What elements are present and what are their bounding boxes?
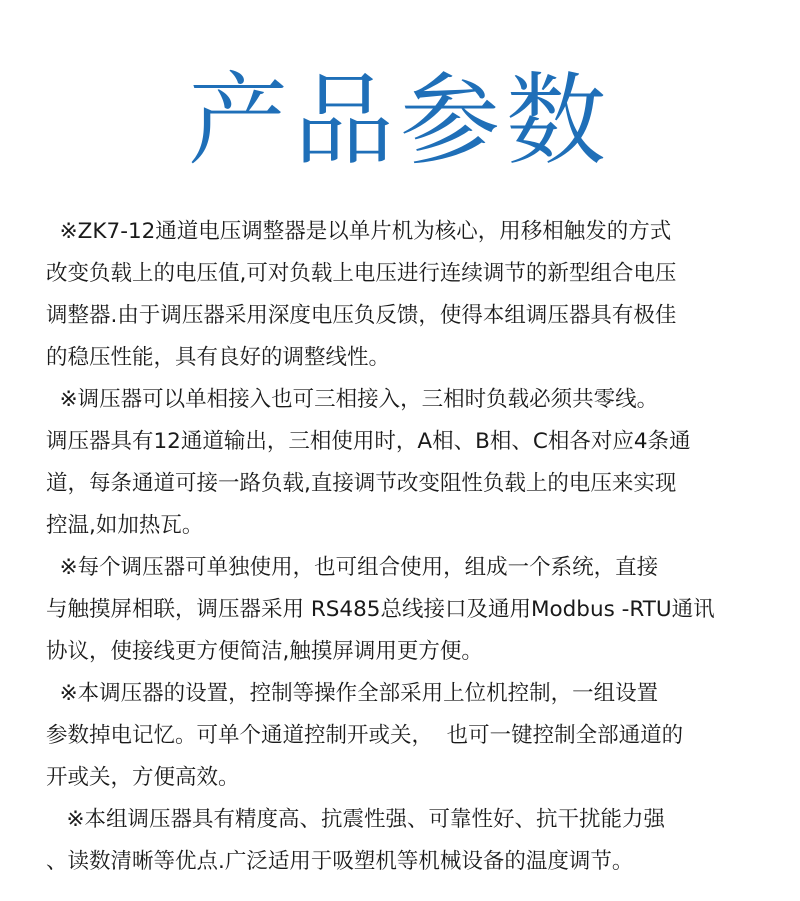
text-line: 的稳压性能，具有良好的调整线性。: [46, 345, 391, 370]
text-line: 调压器具有12通道输出，三相使用时，A相、B相、C相各对应4条通: [46, 429, 691, 454]
text-line: 、读数清晰等优点.广泛适用于吸塑机等机械设备的温度调节。: [46, 849, 634, 874]
text-line: ※本组调压器具有精度高、抗震性强、可靠性好、抗干扰能力强: [46, 807, 666, 832]
paragraph-overview: [46, 216, 758, 373]
text-line: 道，每条通道可接一路负载,直接调节改变阻性负载上的电压来实现: [46, 471, 677, 496]
description-body: [46, 216, 758, 888]
paragraph-wiring: [46, 384, 758, 541]
text-line: ※调压器可以单相接入也可三相接入，三相时负载必须共零线。: [46, 387, 659, 412]
text-line: 调整器.由于调压器采用深度电压负反馈，使得本组调压器具有极佳: [46, 303, 677, 328]
paragraph-features: [46, 804, 758, 877]
text-line: 参数掉电记忆。可单个通道控制开或关， 也可一键控制全部通道的: [46, 723, 684, 748]
text-line: ※ZK7-12通道电压调整器是以单片机为核心，用移相触发的方式: [46, 219, 672, 244]
paragraph-control: [46, 678, 758, 793]
text-line: 开或关，方便高效。: [46, 765, 240, 790]
page-title: 产品参数: [188, 62, 612, 179]
text-line: ※本调压器的设置，控制等操作全部采用上位机控制，一组设置: [46, 681, 659, 706]
text-line: 改变负载上的电压值,可对负载上电压进行连续调节的新型组合电压: [46, 261, 677, 286]
paragraph-communication: [46, 552, 758, 667]
text-line: 与触摸屏相联，调压器采用 RS485总线接口及通用Modbus -RTU通讯: [46, 597, 715, 622]
text-line: ※每个调压器可单独使用，也可组合使用，组成一个系统，直接: [46, 555, 659, 580]
text-line: 控温,如加热瓦。: [46, 513, 204, 538]
text-line: 协议，使接线更方便简洁,触摸屏调用更方便。: [46, 639, 483, 664]
